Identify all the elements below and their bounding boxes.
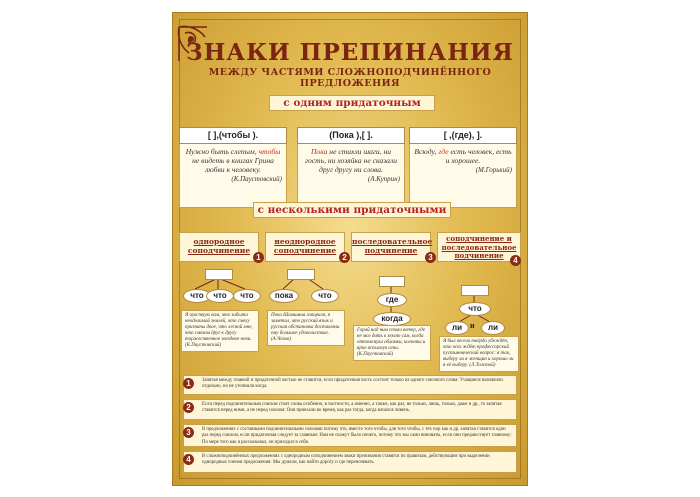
- scheme-2: (Пока ),[ ].: [297, 127, 405, 144]
- multi-example-2: Пока Шамшина говорила, я заметил, что русский язык и русская обстановка доставляли ему большое удовольствие. (А.Чехов): [267, 310, 345, 346]
- rule-text: В предложениях с составными подчинительными союзами потому что, вместо того чтобы, для того чтобы, с тех пор как и др. запятая ставится один раз перед союзом, если придаточная следует за главным: Нам не скажут было ничего, потому что мы сами виноваты, если они предшествует главному: По мере того как я рассказывал, он приходил в себя.: [202, 427, 512, 445]
- rule-number-2: 2: [183, 402, 194, 413]
- rule-text: Запятая между главной и придаточной частью не ставится, если придаточная часть состоит только из одного союзного слова: Учащиеся назначили отдельно, но не уточнили когда.: [202, 378, 503, 390]
- clause-oval: ли: [445, 321, 469, 335]
- clause-oval: что: [311, 289, 339, 303]
- clause-oval: что: [206, 289, 234, 303]
- clause-oval: что: [183, 289, 211, 303]
- section-banner-multiple: с несколькими придаточными: [253, 202, 451, 218]
- clause-oval: что: [459, 302, 491, 316]
- scheme-3: [ ,(где), ].: [409, 127, 517, 144]
- multi-example-3: Горой над ним стоял ветер, где не мог дать в землю сам, когда оттолкнули обломки, колонны и ярко вспыхнув огни. (К.Паустовский): [353, 325, 431, 361]
- author: (М.Горький): [475, 166, 512, 174]
- category-number-3: 3: [425, 252, 436, 263]
- example-text: не стихли шаги, ни гость, ни хозяйка не сказали друг другу ни слова.: [305, 147, 397, 174]
- rule-1: [183, 375, 517, 395]
- page-title: ЗНАКИ ПРЕПИНАНИЯ: [186, 39, 514, 66]
- poster: [172, 12, 528, 486]
- conjunction: Пока: [310, 147, 328, 156]
- example-text: Всюду,: [414, 147, 439, 156]
- section-banner-single: с одним придаточным: [269, 95, 435, 111]
- scheme-1: [ ],(чтобы ).: [179, 127, 287, 144]
- main-clause-box: [379, 276, 405, 287]
- category-1: однородное соподчинение: [179, 232, 259, 262]
- category-number-2: 2: [339, 252, 350, 263]
- rule-3: [183, 424, 517, 447]
- multi-example-1: Я чувствую вам, что забыта неодолимой землей, что смеху признаны двое, что лесной мне, что смехом друг к другу торжественное звездное ночи. (К.Паустовский): [181, 310, 259, 352]
- rule-text: В сложноподчинённых предложениях с однородным соподчинением знаки препинания ставятся по правилам, действующим при выделении однородных членов предложения: Мы думали, как найти дорогу и где переночевать.: [202, 454, 490, 466]
- main-clause-box: [461, 285, 489, 296]
- clause-oval: пока: [269, 289, 299, 303]
- clause-oval: ли: [481, 321, 505, 335]
- conjunction: где: [438, 147, 449, 156]
- conjunction: чтобы: [258, 147, 281, 156]
- page-subtitle: МЕЖДУ ЧАСТЯМИ СЛОЖНОПОДЧИНЁННОГО ПРЕДЛОЖЕНИЯ: [208, 67, 492, 89]
- rule-text: Если перед подчинительным союзом стоят слова особенно, в частности, а именно, а также, как раз, не только, лишь, только, даже и др., то запятая ставится перед ними, а не перед союзом: Они приехали во время, как раз тогда, когда начался ливень.: [202, 402, 502, 414]
- multi-example-4: Я был весело твёрдо убеждён, что всех ждёт профессорский пустыннический вопрос: я так, выберу ли я женщин и хорошо ли я её выберу. (Л.Толстой): [439, 336, 519, 372]
- example-text: есть человек, есть и хорошее.: [445, 147, 512, 165]
- conjunction-label: и: [470, 321, 475, 330]
- rule-4: [183, 451, 517, 473]
- clause-oval: когда: [373, 312, 411, 326]
- rule-number-3: 3: [183, 427, 194, 438]
- rule-number-1: 1: [183, 378, 194, 389]
- clause-oval: что: [233, 289, 261, 303]
- example-text: не видеть в книгах Грина любви к человеку.: [192, 156, 274, 174]
- author: (К.Паустовский): [231, 175, 282, 183]
- rule-2: [183, 399, 517, 420]
- main-clause-box: [287, 269, 315, 280]
- category-2: неоднородное соподчинение: [265, 232, 345, 262]
- category-number-4: 4: [510, 255, 521, 266]
- category-number-1: 1: [253, 252, 264, 263]
- clause-oval: где: [377, 293, 407, 307]
- rule-number-4: 4: [183, 454, 194, 465]
- author: (А.Куприн): [367, 175, 400, 183]
- example-text: Нужно быть слепым,: [185, 147, 259, 156]
- category-4: соподчинение и последовательное подчинение: [437, 232, 521, 262]
- category-3: последовательное подчинение: [351, 232, 431, 262]
- main-clause-box: [205, 269, 233, 280]
